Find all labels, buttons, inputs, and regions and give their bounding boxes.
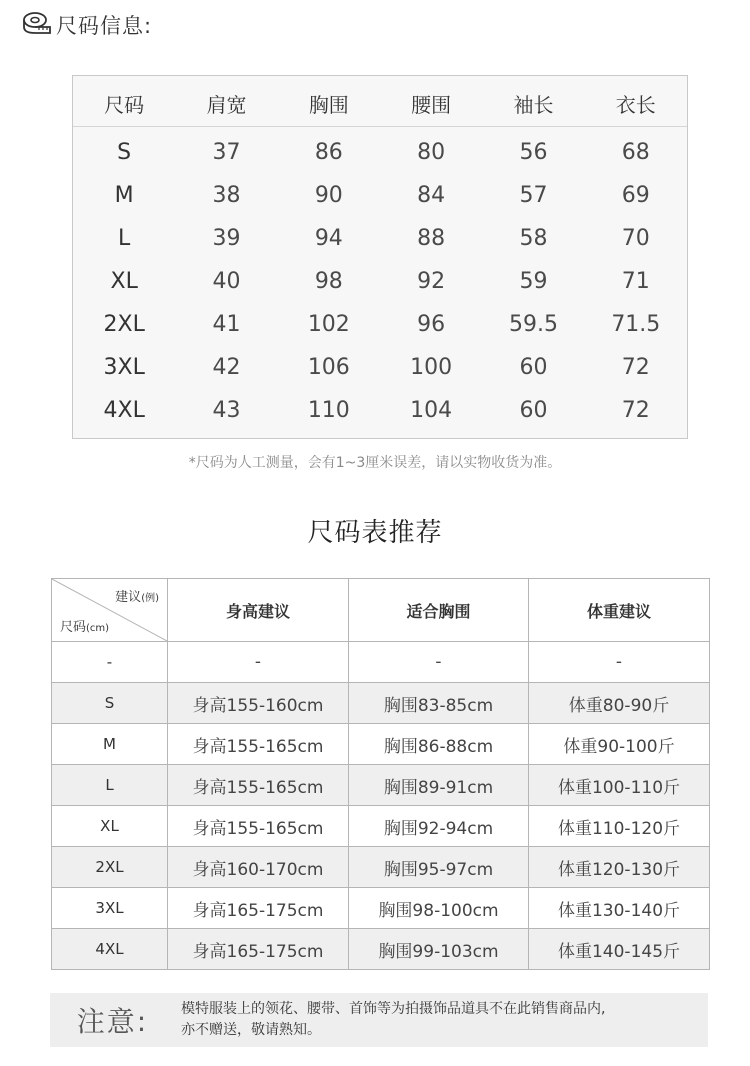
size-value: 94 — [314, 226, 343, 251]
size-label: 2XL — [52, 847, 168, 888]
recommend-value: 身高160-170cm — [168, 847, 349, 888]
size-value: 37 — [212, 140, 241, 165]
recommend-row — [52, 888, 710, 929]
size-row — [73, 217, 687, 260]
recommend-value: 体重90-100斤 — [529, 724, 710, 765]
recommend-value: 胸围95-97cm — [349, 847, 529, 888]
size-value: 96 — [417, 312, 446, 337]
recommend-title: 尺码表推荐 — [307, 518, 443, 548]
size-label: L — [52, 765, 168, 806]
size-label: 2XL — [103, 312, 145, 337]
header-cell: 肩宽 — [206, 92, 247, 117]
size-value: 68 — [621, 140, 650, 165]
size-value: 38 — [212, 183, 241, 208]
recommend-value: 身高155-160cm — [168, 683, 349, 724]
size-label: S — [52, 683, 168, 724]
size-label: S — [117, 140, 132, 165]
recommend-value: 胸围86-88cm — [349, 724, 529, 765]
size-value: 98 — [314, 269, 343, 294]
size-row — [73, 131, 687, 174]
size-value: 59.5 — [508, 312, 558, 337]
size-table — [72, 75, 688, 439]
size-value: 43 — [212, 398, 241, 423]
size-row — [73, 389, 687, 432]
recommend-row — [52, 683, 710, 724]
recommend-row — [52, 642, 710, 683]
size-value: 69 — [621, 183, 650, 208]
size-label: XL — [52, 806, 168, 847]
recommend-value: 胸围83-85cm — [349, 683, 529, 724]
size-value: 40 — [212, 269, 241, 294]
header-cell: 体重建议 — [529, 579, 710, 642]
recommend-row — [52, 929, 710, 970]
corner-bottom-label — [60, 616, 109, 635]
recommend-value: 身高155-165cm — [168, 806, 349, 847]
size-row — [73, 174, 687, 217]
size-value: 90 — [314, 183, 343, 208]
recommend-row — [52, 847, 710, 888]
size-value: 60 — [519, 355, 548, 380]
recommend-value: 身高155-165cm — [168, 765, 349, 806]
notice-label: 注意: — [76, 1005, 149, 1038]
header-cell: 身高建议 — [168, 579, 349, 642]
recommend-row — [52, 765, 710, 806]
size-value: 92 — [417, 269, 446, 294]
size-value: 56 — [519, 140, 548, 165]
size-value: 104 — [410, 398, 453, 423]
size-label: 4XL — [103, 398, 145, 423]
header-cell: 适合胸围 — [349, 579, 529, 642]
recommend-table-header — [52, 579, 710, 642]
recommend-value: - — [529, 642, 710, 683]
size-value: 100 — [410, 355, 453, 380]
recommend-value: 体重110-120斤 — [529, 806, 710, 847]
header-cell: 袖长 — [513, 92, 554, 117]
size-row — [73, 303, 687, 346]
recommend-value: - — [349, 642, 529, 683]
recommend-value: 胸围98-100cm — [349, 888, 529, 929]
size-label: - — [52, 642, 168, 683]
notice-line: 亦不赠送，敬请熟知。 — [181, 1022, 321, 1038]
header-cell: 腰围 — [411, 92, 452, 117]
size-label: 3XL — [103, 355, 145, 380]
size-value: 70 — [621, 226, 650, 251]
tape-measure-icon — [22, 10, 52, 40]
size-value: 39 — [212, 226, 241, 251]
size-label: L — [118, 226, 131, 251]
corner-cell — [52, 579, 168, 642]
recommend-value: 体重140-145斤 — [529, 929, 710, 970]
recommend-value: - — [168, 642, 349, 683]
section-header — [22, 10, 152, 40]
size-row — [73, 346, 687, 389]
size-value: 57 — [519, 183, 548, 208]
size-value: 102 — [307, 312, 350, 337]
size-value: 59 — [519, 269, 548, 294]
size-label: M — [52, 724, 168, 765]
size-table-body — [73, 127, 687, 432]
size-value: 41 — [212, 312, 241, 337]
size-value: 71.5 — [611, 312, 661, 337]
size-value: 80 — [417, 140, 446, 165]
recommend-value: 身高155-165cm — [168, 724, 349, 765]
corner-top-text: 建议 — [115, 590, 142, 605]
size-label: 3XL — [52, 888, 168, 929]
recommend-value: 体重100-110斤 — [529, 765, 710, 806]
recommend-value: 胸围99-103cm — [349, 929, 529, 970]
recommend-value: 胸围89-91cm — [349, 765, 529, 806]
size-value: 86 — [314, 140, 343, 165]
size-value: 88 — [417, 226, 446, 251]
corner-bottom-unit: (cm) — [86, 623, 110, 634]
header-cell: 尺码 — [104, 92, 145, 117]
section-title: 尺码信息: — [56, 14, 153, 38]
size-value: 60 — [519, 398, 548, 423]
size-value: 72 — [621, 355, 650, 380]
recommend-value: 身高165-175cm — [168, 929, 349, 970]
size-label: XL — [110, 269, 138, 294]
recommend-value: 体重80-90斤 — [529, 683, 710, 724]
notice-box — [50, 993, 708, 1047]
notice-text — [175, 999, 708, 1041]
size-value: 106 — [307, 355, 350, 380]
size-value: 42 — [212, 355, 241, 380]
recommend-table — [51, 578, 710, 970]
size-value: 84 — [417, 183, 446, 208]
recommend-row — [52, 806, 710, 847]
size-value: 71 — [621, 269, 650, 294]
size-value: 72 — [621, 398, 650, 423]
size-row — [73, 260, 687, 303]
recommend-value: 体重130-140斤 — [529, 888, 710, 929]
corner-top-unit: (例) — [141, 593, 159, 604]
size-label: M — [114, 183, 134, 208]
header-cell: 胸围 — [308, 92, 349, 117]
recommend-value: 体重120-130斤 — [529, 847, 710, 888]
recommend-row — [52, 724, 710, 765]
size-table-header — [73, 76, 687, 127]
notice-line: 模特服装上的领花、腰带、首饰等为拍摄饰品道具不在此销售商品内, — [181, 1001, 606, 1017]
corner-top-label — [115, 586, 159, 605]
recommend-value: 身高165-175cm — [168, 888, 349, 929]
measurement-note: *尺码为人工测量，会有1~3厘米误差，请以实物收货为准。 — [188, 455, 562, 471]
recommend-value: 胸围92-94cm — [349, 806, 529, 847]
corner-bottom-text: 尺码 — [60, 620, 87, 635]
size-value: 58 — [519, 226, 548, 251]
header-cell: 衣长 — [615, 92, 656, 117]
size-value: 110 — [307, 398, 350, 423]
size-label: 4XL — [52, 929, 168, 970]
